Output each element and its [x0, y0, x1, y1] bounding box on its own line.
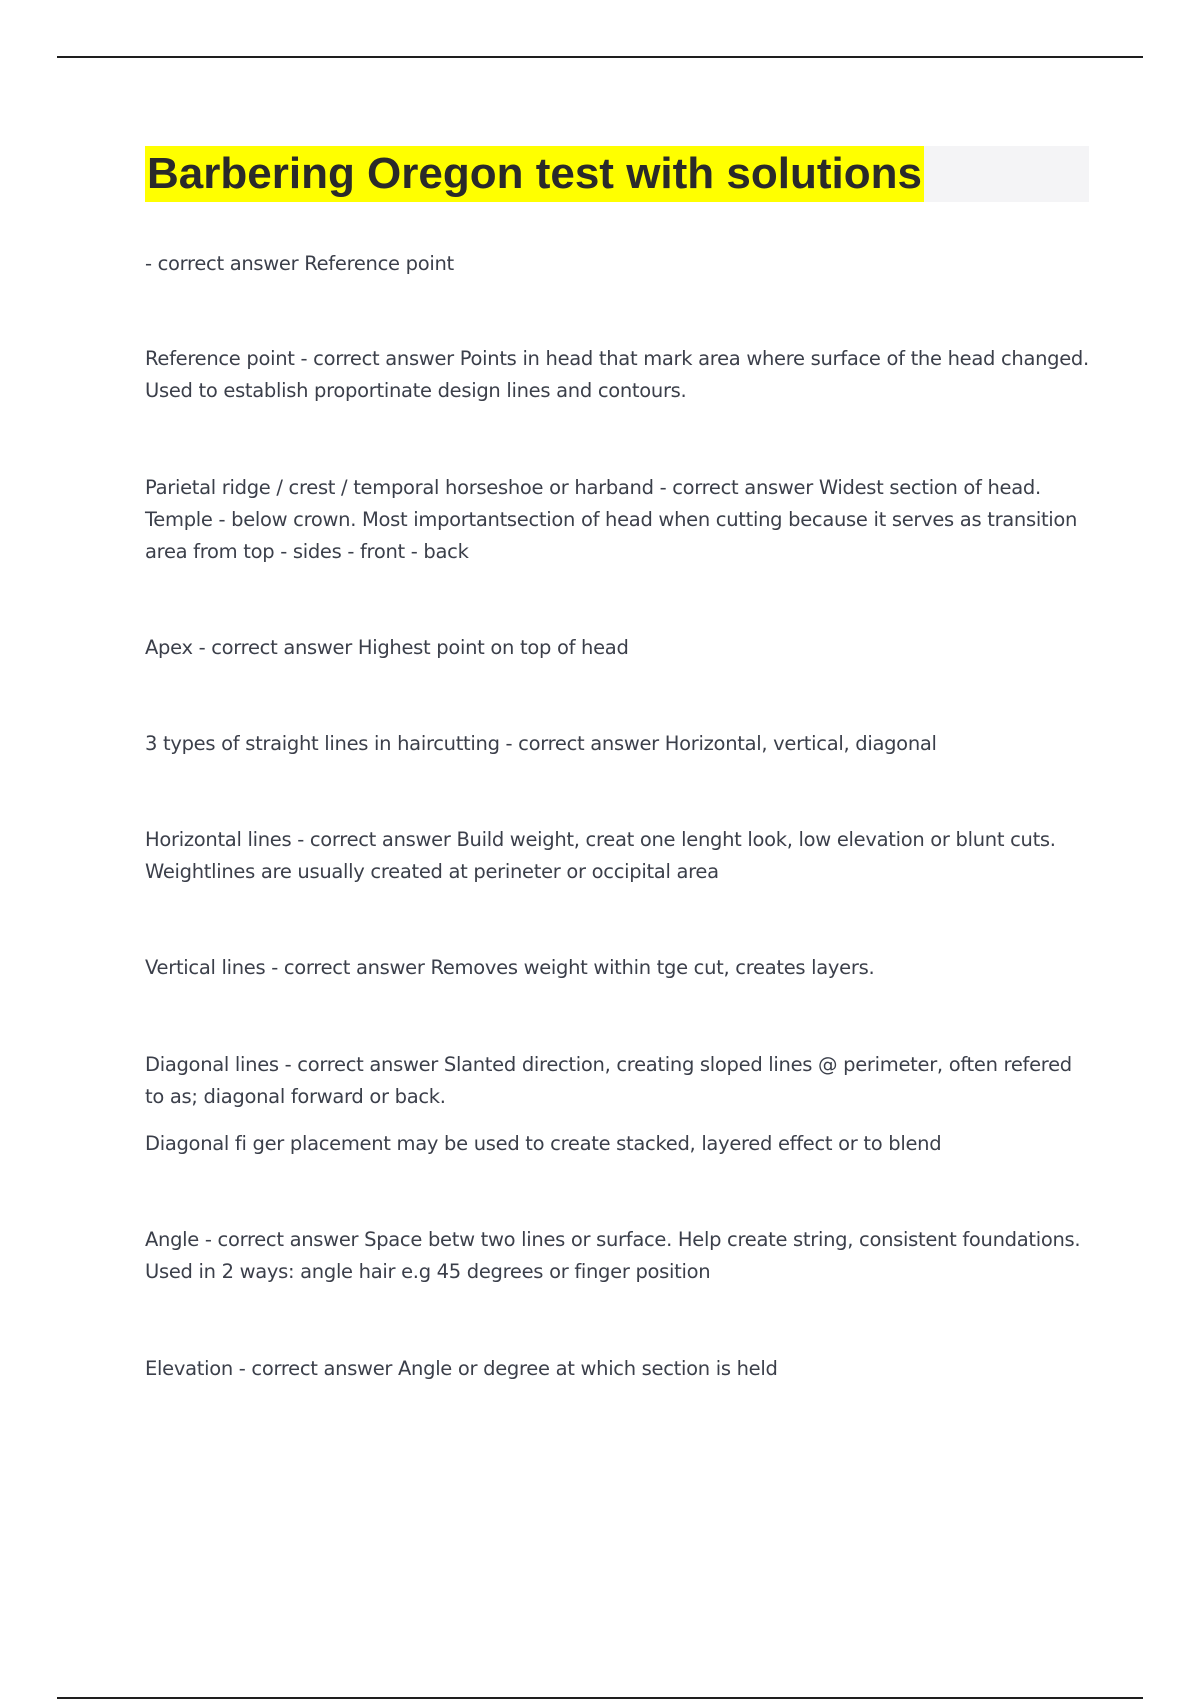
qa-entry-elevation: Elevation - correct answer Angle or degree at which section is held — [145, 1357, 778, 1380]
qa-entry-parietal-ridge: Parietal ridge / crest / temporal horseshoe or harband - correct answer Widest section of head. Temple - below crown. Most importantsection of head when cutting because it serves as transition area from top - sides - front - back — [145, 476, 1078, 563]
qa-entry-straight-lines: 3 types of straight lines in haircutting - correct answer Horizontal, vertical, diagonal — [145, 732, 937, 755]
qa-entry-vertical-lines: Vertical lines - correct answer Removes weight within tge cut, creates layers. — [145, 956, 875, 979]
qa-entry-angle: Angle - correct answer Space betw two lines or surface. Help create string, consistent foundations. Used in 2 ways: angle hair e.g 45 degrees or finger position — [145, 1228, 1081, 1283]
document-title: Barbering Oregon test with solutions — [145, 146, 924, 202]
title-block — [145, 146, 1089, 202]
qa-entry-diagonal-finger-placement: Diagonal fi ger placement may be used to create stacked, layered effect or to blend — [145, 1132, 942, 1155]
qa-entry-diagonal-lines: Diagonal lines - correct answer Slanted direction, creating sloped lines @ perimeter, often refered to as; diagonal forward or back. — [145, 1053, 1072, 1108]
qa-entry-reference-point-blank: - correct answer Reference point — [145, 252, 454, 275]
qa-entry-reference-point: Reference point - correct answer Points in head that mark area where surface of the head changed. Used to establish proportinate design lines and contours. — [145, 347, 1089, 402]
top-rule — [57, 56, 1143, 58]
qa-entry-horizontal-lines: Horizontal lines - correct answer Build weight, creat one lenght look, low elevation or blunt cuts. Weightlines are usually created at perineter or occipital area — [145, 828, 1056, 883]
bottom-rule — [57, 1697, 1143, 1699]
qa-entry-apex: Apex - correct answer Highest point on top of head — [145, 636, 629, 659]
